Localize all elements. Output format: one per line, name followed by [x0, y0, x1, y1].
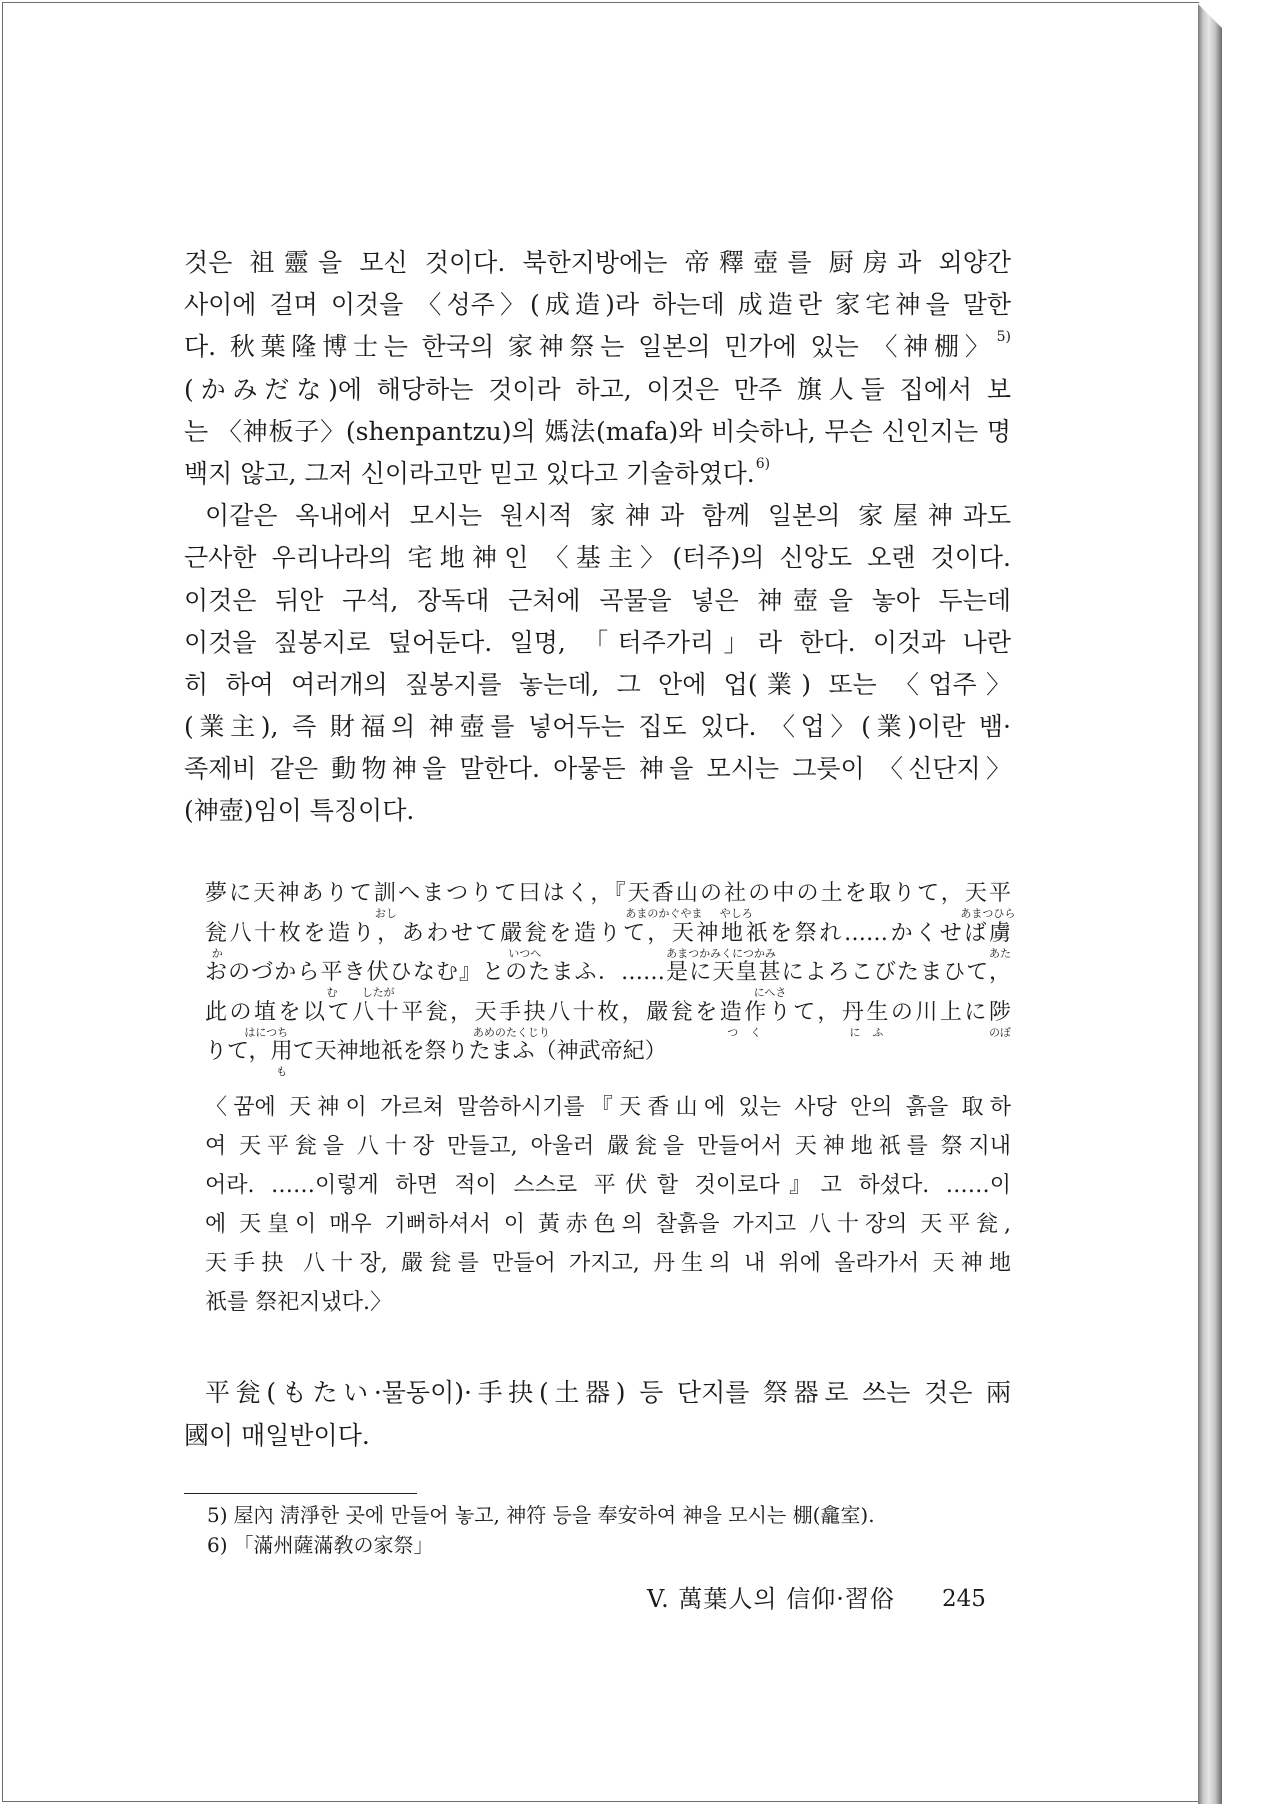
ruby-base: 天香山 [627, 881, 701, 906]
quote-text: おのづから [205, 960, 321, 985]
ruby-group [666, 920, 776, 960]
ruby-reading: も [276, 1065, 288, 1078]
body-line: 근사한 우리나라의 宅地神인 〈基主〉(터주)의 신앙도 오랜 것이다. [184, 543, 1011, 573]
ruby-group [960, 881, 1016, 920]
quote-ko-line: 여 天平瓮을 八十장 만들고, 아울러 嚴瓮을 만들어서 天神地祇를 祭지내 [205, 1134, 1011, 1159]
body-line-text: 다. 秋葉隆博士는 한국의 家神祭는 일본의 민가에 있는 〈神棚〉 [184, 332, 996, 362]
ruby-group [500, 920, 550, 960]
quote-ko-line: 〈꿈에 天神이 가르쳐 말씀하시기를『天香山에 있는 사당 안의 흙을 取하 [205, 1095, 1011, 1120]
quote-ko-line: 祇를 祭祀지냈다.〉 [205, 1290, 392, 1315]
ruby-reading: にふ [849, 1025, 896, 1039]
quote-ko-line: 어라. ……이렇게 하면 적이 스스로 平伏할 것이로다』고 하셨다. ……이 [205, 1173, 1011, 1198]
ruby-base: 伏 [366, 960, 390, 985]
quote-text: を祭れ……かくせば [770, 920, 989, 946]
body-line-text: 백지 않고, 그저 신이라고만 믿고 있다고 기술하였다. [184, 458, 755, 488]
ruby-base: 瓮 [205, 920, 230, 946]
closing-paragraph [184, 1371, 1011, 1457]
footnote-6 [207, 1530, 1007, 1560]
footnote-number: 6) [207, 1533, 228, 1557]
ruby-base: 天平 [964, 881, 1011, 906]
body-line: (業主), 즉 財福의 神壺를 넣어두는 집도 있다. 〈업〉(業)이란 뱀· [184, 712, 1011, 742]
ruby-group [320, 960, 344, 999]
footnote-ref-5: 5) [996, 329, 1011, 346]
footnote-number: 5) [207, 1503, 228, 1527]
quote-text: き [343, 960, 367, 985]
quote-text: て天神地祇を祭りたまふ（神武帝紀） [292, 1039, 667, 1064]
ruby-base: 社 [724, 881, 749, 906]
ruby-group [244, 999, 289, 1039]
page-edge-shadow [1198, 4, 1222, 1804]
quote-text: の [700, 881, 725, 906]
ruby-reading: あめのたくじり [472, 1025, 550, 1039]
ruby-reading: あまつかみくにつかみ [666, 946, 776, 960]
quote-text: りて， [768, 999, 842, 1025]
ruby-reading: やしろ [719, 907, 753, 920]
ruby-base: 平 [320, 960, 344, 985]
ruby-base: 用 [270, 1039, 293, 1064]
body-line: 이것은 뒤안 구석, 장독대 근처에 곡물을 넣은 神壺을 놓아 두는데 [184, 585, 1011, 615]
body-line: 平瓮(もたい·물동이)·手抉(土器) 등 단지를 祭器로 쓰는 것은 兩 [205, 1378, 1011, 1407]
quote-ko-line: 에 天皇이 매우 기뻐하셔서 이 黃赤色의 찰흙을 가지고 八十장의 天平瓮, [205, 1212, 1011, 1237]
ruby-base: 天神地祇 [671, 920, 771, 946]
quote-text: の川上に [890, 999, 989, 1025]
quote-text: を造りて， [549, 920, 672, 946]
quote-text: 八十枚，嚴瓮を [548, 999, 720, 1025]
body-line: 것은 祖靈을 모신 것이다. 북한지방에는 帝釋壺를 厨房과 외양간 [184, 248, 1011, 277]
ruby-group [719, 881, 753, 920]
ruby-reading: あた [988, 946, 1011, 960]
quote-ko-line: 天手抉 八十장, 嚴瓮를 만들어 가지고, 丹生의 내 위에 올라가서 天神地 [205, 1251, 1011, 1276]
ruby-group [625, 881, 703, 920]
body-line: 족제비 같은 動物神을 말한다. 아뭏든 神을 모시는 그릇이 〈신단지〉 [184, 754, 1011, 784]
quote-text: によろこびたまひて， [781, 960, 1011, 985]
body-line: (神壺)임이 특징이다. [184, 796, 415, 826]
ruby-reading: はにつち [244, 1025, 289, 1039]
ruby-base: 埴 [254, 999, 279, 1025]
quote-text: へまつりて曰はく，『 [397, 881, 628, 906]
body-line: 이같은 옥내에서 모시는 원시적 家神과 함께 일본의 家屋神과도 [205, 501, 1011, 531]
ruby-group [753, 960, 787, 999]
quote-text: 此の [205, 999, 255, 1025]
body-line: 히 하여 여러개의 짚봉지를 놓는데, 그 안에 업(業) 또는 〈업주〉 [184, 669, 1011, 699]
body-line: (かみだな)에 해당하는 것이라 하고, 이것은 만주 旗人들 집에서 보 [184, 374, 1011, 404]
ruby-reading: のぼ [988, 1025, 1011, 1039]
ruby-group [361, 960, 395, 999]
quote-ja-line [205, 953, 1011, 999]
ruby-base: 丹生 [841, 999, 891, 1025]
ruby-reading: あまつひら [960, 907, 1016, 920]
footnote-text: 屋內 淸淨한 곳에 만들어 놓고, 神符 등을 奉安하여 神을 모시는 棚(龕室). [233, 1503, 875, 1527]
page-number: 245 [942, 1586, 986, 1612]
ruby-group [373, 881, 398, 920]
ruby-reading: あまのかぐやま [625, 907, 703, 920]
quote-text: りて， [205, 1039, 271, 1064]
quote-ja-line [205, 874, 1016, 920]
quote-ja-line [205, 914, 1011, 960]
ruby-group [988, 999, 1011, 1039]
footnote-text: 「滿州薩滿敎の家祭」 [233, 1533, 434, 1557]
ruby-base: 虜 [988, 920, 1011, 946]
ruby-reading: にへさ [753, 986, 787, 999]
ruby-base: 天手抉 [474, 999, 549, 1025]
quote-text: を以て八十平瓮， [278, 999, 475, 1025]
quote-text: 夢に天神ありて [205, 881, 374, 906]
footnote-divider [184, 1493, 417, 1494]
ruby-group [719, 999, 774, 1039]
ruby-reading: したが [361, 986, 395, 999]
japanese-quotation [205, 874, 1016, 1078]
footnote-5 [207, 1500, 1007, 1530]
ruby-group [205, 920, 230, 960]
footnotes [207, 1500, 1007, 1560]
ruby-group [270, 1039, 293, 1078]
ruby-base: 甚 [758, 960, 782, 985]
ruby-reading: か [211, 946, 223, 960]
body-line: 사이에 걸며 이것을 〈성주〉(成造)라 하는데 成造란 家宅神을 말한 [184, 290, 1011, 320]
quote-text: の中の土を取りて， [748, 881, 965, 906]
running-footer-title: V. 萬葉人의 信仰·習俗 [647, 1585, 895, 1613]
quote-text: ひなむ』とのたまふ．……是に天皇 [389, 960, 759, 985]
ruby-group [472, 999, 550, 1039]
ruby-reading: む [326, 986, 338, 999]
body-line: 이것을 짚봉지로 덮어둔다. 일명, 「터주가리」라 한다. 이것과 나란 [184, 627, 1011, 657]
footnote-ref-6: 6) [755, 455, 771, 472]
ruby-group [841, 999, 896, 1039]
ruby-reading: いつへ [508, 946, 542, 960]
body-line: 는 〈神板子〉(shenpantzu)의 媽法(mafa)와 비슷하나, 무슨 신인지는 명 [184, 416, 1011, 446]
body-text [184, 242, 1011, 833]
ruby-base: 嚴瓮 [500, 920, 550, 946]
body-line [184, 453, 1011, 495]
ruby-base: 訓 [373, 881, 398, 906]
korean-translation [205, 1088, 1011, 1322]
ruby-base: 造作 [719, 999, 769, 1025]
body-line: 國이 매일반이다. [184, 1421, 370, 1450]
ruby-group [988, 920, 1011, 960]
quote-text: 八十枚を造り，あわせて [229, 920, 501, 946]
ruby-reading: つく [727, 1025, 774, 1039]
body-line [184, 326, 1011, 368]
ruby-base: 陟 [988, 999, 1011, 1025]
ruby-reading: おし [374, 907, 397, 920]
